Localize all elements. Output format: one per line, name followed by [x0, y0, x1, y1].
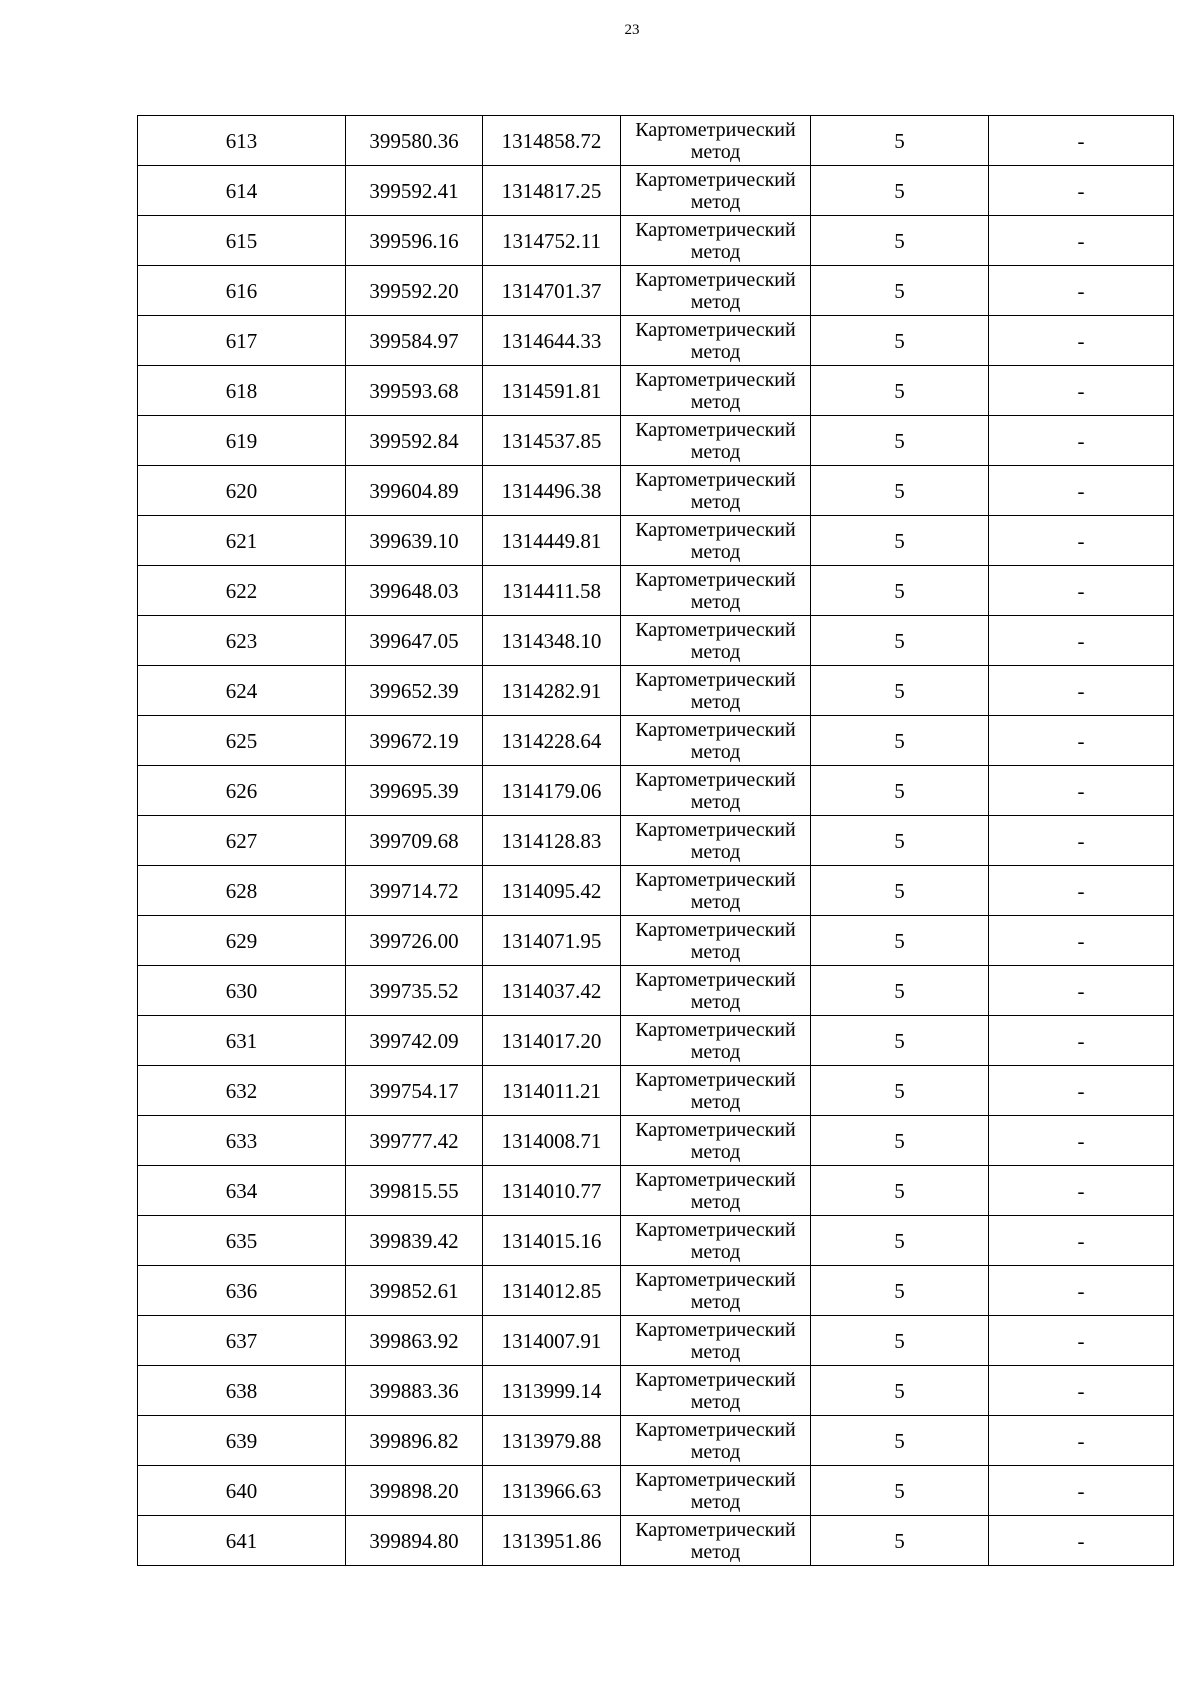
method-line-2: метод — [690, 1340, 741, 1363]
table-row — [138, 866, 1174, 916]
table-body — [138, 116, 1174, 1566]
accuracy-cell: 5 — [811, 616, 989, 666]
method-line-2: метод — [690, 1240, 741, 1263]
point-number-cell: 615 — [138, 216, 346, 266]
point-number-cell: 640 — [138, 1466, 346, 1516]
note-cell: - — [989, 1216, 1174, 1266]
x-coordinate-cell: 399777.42 — [346, 1116, 483, 1166]
method-line-2: метод — [690, 890, 741, 913]
method-cell — [621, 666, 811, 716]
note-cell: - — [989, 466, 1174, 516]
method-line-1: Картометрический — [635, 1468, 796, 1491]
method-cell — [621, 1466, 811, 1516]
point-number-cell: 628 — [138, 866, 346, 916]
method-line-2: метод — [690, 140, 741, 163]
method-line-1: Картометрический — [635, 768, 796, 791]
method-cell — [621, 1366, 811, 1416]
point-number-cell: 629 — [138, 916, 346, 966]
table-row — [138, 1016, 1174, 1066]
y-coordinate-cell: 1313951.86 — [483, 1516, 621, 1566]
x-coordinate-cell: 399592.20 — [346, 266, 483, 316]
table-row — [138, 166, 1174, 216]
table-row — [138, 1366, 1174, 1416]
method-line-1: Картометрический — [635, 1018, 796, 1041]
method-line-1: Картометрический — [635, 168, 796, 191]
y-coordinate-cell: 1314701.37 — [483, 266, 621, 316]
table-row — [138, 1066, 1174, 1116]
point-number-cell: 638 — [138, 1366, 346, 1416]
point-number-cell: 621 — [138, 516, 346, 566]
method-line-2: метод — [690, 690, 741, 713]
table-row — [138, 1416, 1174, 1466]
method-line-1: Картометрический — [635, 318, 796, 341]
method-line-1: Картометрический — [635, 1218, 796, 1241]
accuracy-cell: 5 — [811, 966, 989, 1016]
note-cell: - — [989, 316, 1174, 366]
method-line-2: метод — [690, 790, 741, 813]
point-number-cell: 617 — [138, 316, 346, 366]
note-cell: - — [989, 566, 1174, 616]
point-number-cell: 620 — [138, 466, 346, 516]
point-number-cell: 631 — [138, 1016, 346, 1066]
note-cell: - — [989, 266, 1174, 316]
note-cell: - — [989, 366, 1174, 416]
note-cell: - — [989, 1066, 1174, 1116]
method-line-1: Картометрический — [635, 1318, 796, 1341]
method-line-2: метод — [690, 640, 741, 663]
accuracy-cell: 5 — [811, 1416, 989, 1466]
x-coordinate-cell: 399652.39 — [346, 666, 483, 716]
x-coordinate-cell: 399695.39 — [346, 766, 483, 816]
point-number-cell: 637 — [138, 1316, 346, 1366]
note-cell: - — [989, 216, 1174, 266]
y-coordinate-cell: 1314537.85 — [483, 416, 621, 466]
table-row — [138, 516, 1174, 566]
method-line-1: Картометрический — [635, 218, 796, 241]
x-coordinate-cell: 399896.82 — [346, 1416, 483, 1466]
accuracy-cell: 5 — [811, 1366, 989, 1416]
method-line-1: Картометрический — [635, 518, 796, 541]
note-cell: - — [989, 1516, 1174, 1566]
method-line-2: метод — [690, 1290, 741, 1313]
point-number-cell: 633 — [138, 1116, 346, 1166]
x-coordinate-cell: 399672.19 — [346, 716, 483, 766]
method-line-1: Картометрический — [635, 918, 796, 941]
accuracy-cell: 5 — [811, 916, 989, 966]
y-coordinate-cell: 1313979.88 — [483, 1416, 621, 1466]
table-row — [138, 766, 1174, 816]
note-cell: - — [989, 1116, 1174, 1166]
point-number-cell: 641 — [138, 1516, 346, 1566]
method-line-2: метод — [690, 1440, 741, 1463]
table-row — [138, 1116, 1174, 1166]
y-coordinate-cell: 1313999.14 — [483, 1366, 621, 1416]
note-cell: - — [989, 716, 1174, 766]
method-line-1: Картометрический — [635, 618, 796, 641]
x-coordinate-cell: 399714.72 — [346, 866, 483, 916]
note-cell: - — [989, 1416, 1174, 1466]
point-number-cell: 616 — [138, 266, 346, 316]
method-cell — [621, 266, 811, 316]
note-cell: - — [989, 1016, 1174, 1066]
y-coordinate-cell: 1313966.63 — [483, 1466, 621, 1516]
method-line-1: Картометрический — [635, 718, 796, 741]
y-coordinate-cell: 1314591.81 — [483, 366, 621, 416]
point-number-cell: 613 — [138, 116, 346, 166]
table-row — [138, 366, 1174, 416]
table-row — [138, 1466, 1174, 1516]
method-cell — [621, 1216, 811, 1266]
point-number-cell: 619 — [138, 416, 346, 466]
table-row — [138, 116, 1174, 166]
method-line-1: Картометрический — [635, 1118, 796, 1141]
y-coordinate-cell: 1314228.64 — [483, 716, 621, 766]
method-cell — [621, 616, 811, 666]
point-number-cell: 624 — [138, 666, 346, 716]
method-line-2: метод — [690, 1040, 741, 1063]
accuracy-cell: 5 — [811, 266, 989, 316]
method-line-2: метод — [690, 1490, 741, 1513]
x-coordinate-cell: 399898.20 — [346, 1466, 483, 1516]
method-line-1: Картометрический — [635, 1168, 796, 1191]
point-number-cell: 632 — [138, 1066, 346, 1116]
point-number-cell: 618 — [138, 366, 346, 416]
y-coordinate-cell: 1314010.77 — [483, 1166, 621, 1216]
accuracy-cell: 5 — [811, 366, 989, 416]
method-cell — [621, 1116, 811, 1166]
accuracy-cell: 5 — [811, 516, 989, 566]
y-coordinate-cell: 1314817.25 — [483, 166, 621, 216]
method-cell — [621, 716, 811, 766]
x-coordinate-cell: 399735.52 — [346, 966, 483, 1016]
note-cell: - — [989, 666, 1174, 716]
table-row — [138, 1316, 1174, 1366]
method-cell — [621, 516, 811, 566]
x-coordinate-cell: 399709.68 — [346, 816, 483, 866]
x-coordinate-cell: 399593.68 — [346, 366, 483, 416]
accuracy-cell: 5 — [811, 566, 989, 616]
method-line-1: Картометрический — [635, 368, 796, 391]
y-coordinate-cell: 1314348.10 — [483, 616, 621, 666]
note-cell: - — [989, 1266, 1174, 1316]
point-number-cell: 639 — [138, 1416, 346, 1466]
x-coordinate-cell: 399647.05 — [346, 616, 483, 666]
method-line-1: Картометрический — [635, 118, 796, 141]
point-number-cell: 625 — [138, 716, 346, 766]
accuracy-cell: 5 — [811, 1066, 989, 1116]
y-coordinate-cell: 1314011.21 — [483, 1066, 621, 1116]
method-line-1: Картометрический — [635, 418, 796, 441]
method-line-2: метод — [690, 840, 741, 863]
y-coordinate-cell: 1314095.42 — [483, 866, 621, 916]
method-line-2: метод — [690, 190, 741, 213]
method-line-1: Картометрический — [635, 1518, 796, 1541]
point-number-cell: 635 — [138, 1216, 346, 1266]
method-line-2: метод — [690, 1390, 741, 1413]
note-cell: - — [989, 1366, 1174, 1416]
point-number-cell: 623 — [138, 616, 346, 666]
x-coordinate-cell: 399852.61 — [346, 1266, 483, 1316]
note-cell: - — [989, 416, 1174, 466]
table-row — [138, 916, 1174, 966]
table-row — [138, 566, 1174, 616]
note-cell: - — [989, 966, 1174, 1016]
method-cell — [621, 966, 811, 1016]
accuracy-cell: 5 — [811, 866, 989, 916]
table-row — [138, 666, 1174, 716]
accuracy-cell: 5 — [811, 466, 989, 516]
x-coordinate-cell: 399604.89 — [346, 466, 483, 516]
y-coordinate-cell: 1314179.06 — [483, 766, 621, 816]
method-line-1: Картометрический — [635, 868, 796, 891]
table-row — [138, 816, 1174, 866]
accuracy-cell: 5 — [811, 1466, 989, 1516]
method-cell — [621, 116, 811, 166]
accuracy-cell: 5 — [811, 716, 989, 766]
method-cell — [621, 816, 811, 866]
method-cell — [621, 1416, 811, 1466]
method-line-2: метод — [690, 1090, 741, 1113]
method-cell — [621, 316, 811, 366]
method-cell — [621, 566, 811, 616]
table-row — [138, 1166, 1174, 1216]
method-cell — [621, 366, 811, 416]
x-coordinate-cell: 399863.92 — [346, 1316, 483, 1366]
accuracy-cell: 5 — [811, 116, 989, 166]
point-number-cell: 614 — [138, 166, 346, 216]
method-cell — [621, 1266, 811, 1316]
accuracy-cell: 5 — [811, 1516, 989, 1566]
accuracy-cell: 5 — [811, 1116, 989, 1166]
y-coordinate-cell: 1314007.91 — [483, 1316, 621, 1366]
y-coordinate-cell: 1314128.83 — [483, 816, 621, 866]
method-line-2: метод — [690, 390, 741, 413]
note-cell: - — [989, 766, 1174, 816]
method-line-1: Картометрический — [635, 968, 796, 991]
note-cell: - — [989, 1166, 1174, 1216]
y-coordinate-cell: 1314017.20 — [483, 1016, 621, 1066]
table-row — [138, 1516, 1174, 1566]
point-number-cell: 626 — [138, 766, 346, 816]
accuracy-cell: 5 — [811, 216, 989, 266]
accuracy-cell: 5 — [811, 1316, 989, 1366]
y-coordinate-cell: 1314411.58 — [483, 566, 621, 616]
x-coordinate-cell: 399815.55 — [346, 1166, 483, 1216]
method-line-2: метод — [690, 340, 741, 363]
method-line-2: метод — [690, 740, 741, 763]
method-line-2: метод — [690, 240, 741, 263]
method-cell — [621, 766, 811, 816]
x-coordinate-cell: 399648.03 — [346, 566, 483, 616]
y-coordinate-cell: 1314071.95 — [483, 916, 621, 966]
point-number-cell: 636 — [138, 1266, 346, 1316]
method-line-2: метод — [690, 490, 741, 513]
method-cell — [621, 1166, 811, 1216]
method-line-1: Картометрический — [635, 568, 796, 591]
table-row — [138, 466, 1174, 516]
note-cell: - — [989, 816, 1174, 866]
note-cell: - — [989, 866, 1174, 916]
y-coordinate-cell: 1314008.71 — [483, 1116, 621, 1166]
note-cell: - — [989, 116, 1174, 166]
table-row — [138, 1266, 1174, 1316]
note-cell: - — [989, 916, 1174, 966]
accuracy-cell: 5 — [811, 666, 989, 716]
x-coordinate-cell: 399639.10 — [346, 516, 483, 566]
method-line-2: метод — [690, 1190, 741, 1213]
note-cell: - — [989, 616, 1174, 666]
method-cell — [621, 1316, 811, 1366]
y-coordinate-cell: 1314012.85 — [483, 1266, 621, 1316]
x-coordinate-cell: 399596.16 — [346, 216, 483, 266]
note-cell: - — [989, 1466, 1174, 1516]
y-coordinate-cell: 1314644.33 — [483, 316, 621, 366]
y-coordinate-cell: 1314858.72 — [483, 116, 621, 166]
table-row — [138, 616, 1174, 666]
method-line-2: метод — [690, 990, 741, 1013]
method-line-2: метод — [690, 1140, 741, 1163]
method-line-1: Картометрический — [635, 1418, 796, 1441]
method-line-2: метод — [690, 440, 741, 463]
method-cell — [621, 1066, 811, 1116]
table-row — [138, 266, 1174, 316]
accuracy-cell: 5 — [811, 816, 989, 866]
accuracy-cell: 5 — [811, 1016, 989, 1066]
x-coordinate-cell: 399726.00 — [346, 916, 483, 966]
method-cell — [621, 166, 811, 216]
x-coordinate-cell: 399894.80 — [346, 1516, 483, 1566]
method-cell — [621, 1516, 811, 1566]
point-number-cell: 622 — [138, 566, 346, 616]
method-line-1: Картометрический — [635, 1068, 796, 1091]
method-line-1: Картометрический — [635, 468, 796, 491]
accuracy-cell: 5 — [811, 1266, 989, 1316]
y-coordinate-cell: 1314449.81 — [483, 516, 621, 566]
table-row — [138, 316, 1174, 366]
table-row — [138, 966, 1174, 1016]
point-number-cell: 627 — [138, 816, 346, 866]
y-coordinate-cell: 1314015.16 — [483, 1216, 621, 1266]
x-coordinate-cell: 399742.09 — [346, 1016, 483, 1066]
method-line-2: метод — [690, 590, 741, 613]
y-coordinate-cell: 1314496.38 — [483, 466, 621, 516]
x-coordinate-cell: 399883.36 — [346, 1366, 483, 1416]
accuracy-cell: 5 — [811, 166, 989, 216]
accuracy-cell: 5 — [811, 416, 989, 466]
method-line-1: Картометрический — [635, 268, 796, 291]
method-line-2: метод — [690, 940, 741, 963]
coordinates-table — [137, 115, 1174, 1566]
accuracy-cell: 5 — [811, 316, 989, 366]
point-number-cell: 634 — [138, 1166, 346, 1216]
method-cell — [621, 416, 811, 466]
method-cell — [621, 866, 811, 916]
method-cell — [621, 916, 811, 966]
x-coordinate-cell: 399584.97 — [346, 316, 483, 366]
method-line-1: Картометрический — [635, 1268, 796, 1291]
method-line-2: метод — [690, 540, 741, 563]
x-coordinate-cell: 399839.42 — [346, 1216, 483, 1266]
accuracy-cell: 5 — [811, 1216, 989, 1266]
method-line-1: Картометрический — [635, 668, 796, 691]
table-row — [138, 216, 1174, 266]
method-cell — [621, 466, 811, 516]
page-number: 23 — [624, 22, 640, 38]
method-line-1: Картометрический — [635, 1368, 796, 1391]
table-row — [138, 716, 1174, 766]
x-coordinate-cell: 399592.41 — [346, 166, 483, 216]
x-coordinate-cell: 399580.36 — [346, 116, 483, 166]
method-line-1: Картометрический — [635, 818, 796, 841]
method-cell — [621, 216, 811, 266]
table-row — [138, 1216, 1174, 1266]
method-cell — [621, 1016, 811, 1066]
table-row — [138, 416, 1174, 466]
note-cell: - — [989, 166, 1174, 216]
accuracy-cell: 5 — [811, 766, 989, 816]
y-coordinate-cell: 1314752.11 — [483, 216, 621, 266]
point-number-cell: 630 — [138, 966, 346, 1016]
y-coordinate-cell: 1314282.91 — [483, 666, 621, 716]
method-line-2: метод — [690, 1540, 741, 1563]
note-cell: - — [989, 516, 1174, 566]
x-coordinate-cell: 399754.17 — [346, 1066, 483, 1116]
note-cell: - — [989, 1316, 1174, 1366]
method-line-2: метод — [690, 290, 741, 313]
accuracy-cell: 5 — [811, 1166, 989, 1216]
x-coordinate-cell: 399592.84 — [346, 416, 483, 466]
y-coordinate-cell: 1314037.42 — [483, 966, 621, 1016]
